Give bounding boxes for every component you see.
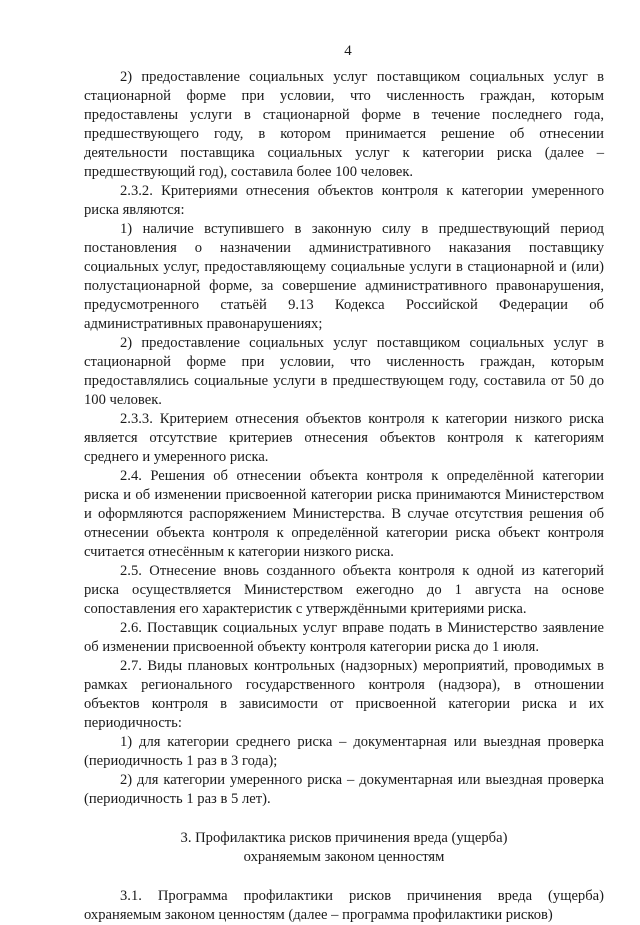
paragraph: 2) предоставление социальных услуг поставщиком социальных услуг в стационарной форме при условии, что численность граждан, которым предоставлялись социальные услуги в предшествующем году, составила от 50 до 100 человек. [84, 335, 604, 408]
paragraph: 1) для категории среднего риска – документарная или выездная проверка (периодичность 1 раз в 3 года); [84, 734, 604, 769]
section-heading-line: 3. Профилактика рисков причинения вреда (ущерба) [180, 830, 508, 846]
paragraph: 2.5. Отнесение вновь созданного объекта контроля к одной из категорий риска осуществляется Министерством ежегодно до 1 августа на основе сопоставления его характеристик с утверждёнными критериями риска. [84, 563, 604, 617]
page-number: 4 [344, 43, 352, 59]
paragraph: 2.7. Виды плановых контрольных (надзорных) мероприятий, проводимых в рамках регионального государственного контроля (надзора), в отношении объектов контроля в зависимости от присвоенной категории риска и их периодичность: [84, 658, 604, 731]
paragraph: 2.4. Решения об отнесении объекта контроля к определённой категории риска и об изменении присвоенной категории риска принимаются Министерством и оформляются распоряжением Министерства. В случае отсутствия решения об отнесении объекта контроля к определённой категории риска объект контроля считается отнесённым к категории низкого риска. [84, 468, 604, 560]
paragraph: 2.3.3. Критерием отнесения объектов контроля к категории низкого риска является отсутствие критериев отнесения объектов контроля к категориям среднего и умеренного риска. [84, 411, 604, 465]
paragraph: 1) наличие вступившего в законную силу в предшествующий период постановления о назначении административного наказания поставщику социальных услуг, предоставляющему социальные услуги в стационарной и (или) полустационарной форме, за совершение административного правонарушения, предусмотренного статьёй 9.13 Кодекса Российской Федерации об административных правонарушениях; [84, 221, 604, 332]
paragraph: 2) предоставление социальных услуг поставщиком социальных услуг в стационарной форме при условии, что численность граждан, которым предоставлены услуги в стационарной форме в течение последнего года, предшествующего году, в котором принимается решение об отнесении деятельности поставщика социальных услуг к категории риска (далее – предшествующий год), составила более 100 человек. [84, 69, 604, 180]
paragraph: 2.6. Поставщик социальных услуг вправе подать в Министерство заявление об изменении присвоенной объекту контроля категории риска до 1 июля. [84, 620, 604, 655]
body-text-top [84, 68, 604, 809]
section-heading-line: охраняемым законом ценностям [243, 849, 445, 865]
section-heading [84, 829, 604, 867]
paragraph: 3.1. Программа профилактики рисков причинения вреда (ущерба) охраняемым законом ценностям (далее – программа профилактики рисков) [84, 888, 604, 923]
paragraph: 2) для категории умеренного риска – документарная или выездная проверка (периодичность 1 раз в 5 лет). [84, 772, 604, 807]
paragraph: 2.3.2. Критериями отнесения объектов контроля к категории умеренного риска являются: [84, 183, 604, 218]
body-text-bottom [84, 887, 604, 925]
